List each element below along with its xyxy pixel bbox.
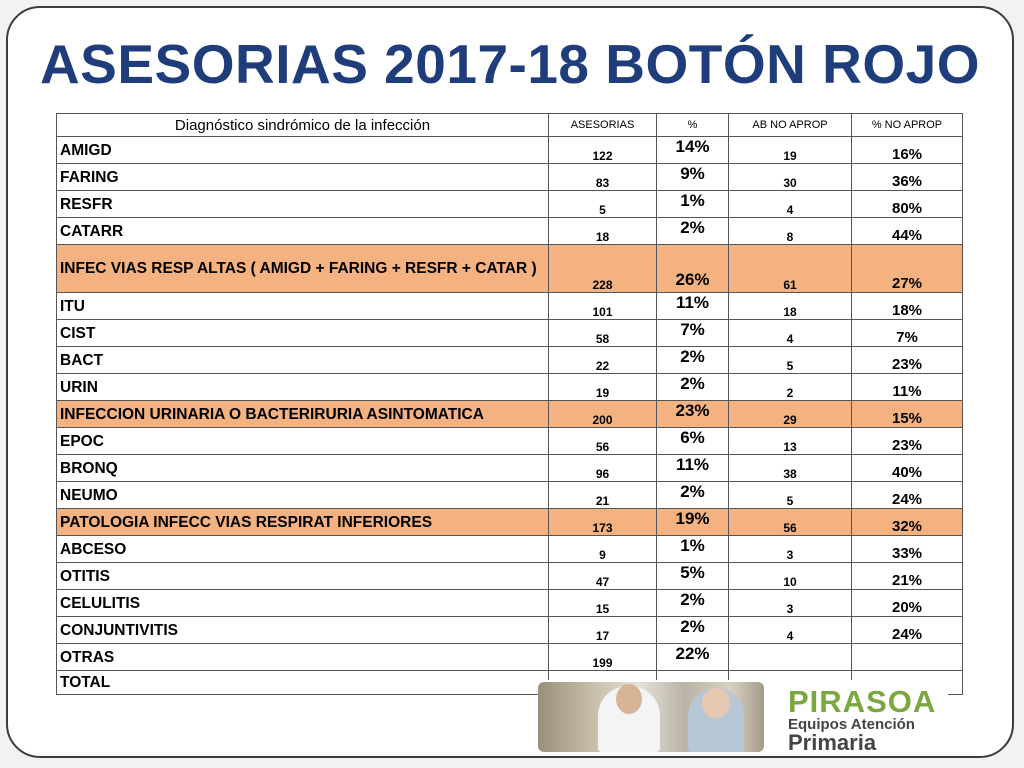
row-ab-no-aprop: 3: [729, 536, 852, 563]
row-name: CIST: [57, 320, 549, 347]
row-asesorias: 22: [549, 347, 657, 374]
header-ab-no-aprop: AB NO APROP: [729, 114, 852, 137]
header-pct-no-aprop: % NO APROP: [852, 114, 963, 137]
row-pct: 26%: [657, 245, 729, 293]
asesorias-table: [56, 113, 963, 695]
row-ab-no-aprop: 4: [729, 617, 852, 644]
logo-subtitle-line1: Equipos Atención: [788, 716, 915, 733]
row-name: URIN: [57, 374, 549, 401]
row-pct: 1%: [657, 191, 729, 218]
table-row-subtotal: [57, 509, 963, 536]
row-pct-no-aprop: 27%: [852, 245, 963, 293]
row-ab-no-aprop: 4: [729, 320, 852, 347]
table-row: [57, 191, 963, 218]
row-asesorias: 17: [549, 617, 657, 644]
row-asesorias: 83: [549, 164, 657, 191]
row-pct: 2%: [657, 482, 729, 509]
row-ab-no-aprop: [729, 644, 852, 671]
row-pct-no-aprop: 18%: [852, 293, 963, 320]
row-name: EPOC: [57, 428, 549, 455]
table-row: [57, 563, 963, 590]
table-row: [57, 482, 963, 509]
row-ab-no-aprop: 38: [729, 455, 852, 482]
row-ab-no-aprop: 29: [729, 401, 852, 428]
row-pct-no-aprop: 36%: [852, 164, 963, 191]
row-asesorias: 58: [549, 320, 657, 347]
header-asesorias: ASESORIAS: [549, 114, 657, 137]
row-pct-no-aprop: 33%: [852, 536, 963, 563]
row-pct: 5%: [657, 563, 729, 590]
row-ab-no-aprop: 3: [729, 590, 852, 617]
row-pct: 2%: [657, 374, 729, 401]
row-name: CATARR: [57, 218, 549, 245]
table-row: [57, 293, 963, 320]
row-pct: 2%: [657, 347, 729, 374]
row-asesorias: 5: [549, 191, 657, 218]
row-pct: 2%: [657, 617, 729, 644]
row-pct: 9%: [657, 164, 729, 191]
row-pct-no-aprop: 24%: [852, 617, 963, 644]
doctor-figure: [598, 686, 660, 752]
row-asesorias: 96: [549, 455, 657, 482]
table-row: [57, 320, 963, 347]
row-ab-no-aprop: 13: [729, 428, 852, 455]
row-asesorias: 228: [549, 245, 657, 293]
row-name: CONJUNTIVITIS: [57, 617, 549, 644]
row-pct: 19%: [657, 509, 729, 536]
row-name: ITU: [57, 293, 549, 320]
row-asesorias: 47: [549, 563, 657, 590]
row-asesorias: 9: [549, 536, 657, 563]
row-name: INFEC VIAS RESP ALTAS ( AMIGD + FARING + RESFR + CATAR ): [57, 245, 549, 293]
table-row: [57, 590, 963, 617]
row-pct-no-aprop: 40%: [852, 455, 963, 482]
row-pct-no-aprop: 32%: [852, 509, 963, 536]
slide: [6, 6, 1014, 758]
row-name: FARING: [57, 164, 549, 191]
row-pct: 11%: [657, 455, 729, 482]
row-pct: 11%: [657, 293, 729, 320]
row-ab-no-aprop: 30: [729, 164, 852, 191]
table-row: [57, 164, 963, 191]
row-pct: 1%: [657, 536, 729, 563]
row-ab-no-aprop: 10: [729, 563, 852, 590]
row-asesorias: 15: [549, 590, 657, 617]
table-row-subtotal: [57, 245, 963, 293]
logo-subtitle-line2: Primaria: [788, 730, 877, 755]
row-pct-no-aprop: 16%: [852, 137, 963, 164]
row-pct-no-aprop: 80%: [852, 191, 963, 218]
row-pct: 22%: [657, 644, 729, 671]
row-asesorias: 173: [549, 509, 657, 536]
table-row: [57, 644, 963, 671]
row-pct-no-aprop: 20%: [852, 590, 963, 617]
row-ab-no-aprop: 4: [729, 191, 852, 218]
table-row: [57, 374, 963, 401]
header-diagnostico: Diagnóstico sindrómico de la infección: [57, 114, 549, 137]
row-pct: 2%: [657, 218, 729, 245]
row-ab-no-aprop: 56: [729, 509, 852, 536]
row-pct: 23%: [657, 401, 729, 428]
row-ab-no-aprop: 18: [729, 293, 852, 320]
row-ab-no-aprop: 5: [729, 347, 852, 374]
row-pct-no-aprop: 23%: [852, 347, 963, 374]
patient-figure: [688, 688, 744, 752]
table-row: [57, 428, 963, 455]
row-pct: 7%: [657, 320, 729, 347]
row-pct-no-aprop: 24%: [852, 482, 963, 509]
row-asesorias: 101: [549, 293, 657, 320]
table-row-subtotal: [57, 401, 963, 428]
row-ab-no-aprop: 19: [729, 137, 852, 164]
row-pct-no-aprop: 21%: [852, 563, 963, 590]
row-name: NEUMO: [57, 482, 549, 509]
row-asesorias: 56: [549, 428, 657, 455]
row-name: OTITIS: [57, 563, 549, 590]
row-name: RESFR: [57, 191, 549, 218]
row-name: TOTAL: [57, 671, 549, 695]
row-name: OTRAS: [57, 644, 549, 671]
header-pct: %: [657, 114, 729, 137]
table-header-row: [57, 114, 963, 137]
row-ab-no-aprop: 8: [729, 218, 852, 245]
table-row: [57, 347, 963, 374]
row-name: CELULITIS: [57, 590, 549, 617]
row-pct-no-aprop: 15%: [852, 401, 963, 428]
row-name: AMIGD: [57, 137, 549, 164]
row-pct: 2%: [657, 590, 729, 617]
row-asesorias: 19: [549, 374, 657, 401]
row-asesorias: 18: [549, 218, 657, 245]
row-pct-no-aprop: [852, 644, 963, 671]
row-ab-no-aprop: 5: [729, 482, 852, 509]
table-row: [57, 137, 963, 164]
row-name: BACT: [57, 347, 549, 374]
row-asesorias: 21: [549, 482, 657, 509]
row-name: INFECCION URINARIA O BACTERIRURIA ASINTOMATICA: [57, 401, 549, 428]
row-ab-no-aprop: 2: [729, 374, 852, 401]
row-pct: 14%: [657, 137, 729, 164]
table-row: [57, 218, 963, 245]
row-name: PATOLOGIA INFECC VIAS RESPIRAT INFERIORES: [57, 509, 549, 536]
slide-title: ASESORIAS 2017-18 BOTÓN ROJO: [39, 33, 981, 95]
pirasoa-logo: PIRASOA: [788, 684, 937, 719]
row-pct-no-aprop: 11%: [852, 374, 963, 401]
table-row: [57, 617, 963, 644]
table-row: [57, 455, 963, 482]
table-row: [57, 536, 963, 563]
row-pct-no-aprop: 23%: [852, 428, 963, 455]
doctor-patient-photo: [538, 682, 764, 752]
row-asesorias: 200: [549, 401, 657, 428]
row-name: ABCESO: [57, 536, 549, 563]
row-ab-no-aprop: 61: [729, 245, 852, 293]
row-name: BRONQ: [57, 455, 549, 482]
row-pct-no-aprop: 44%: [852, 218, 963, 245]
row-asesorias: 199: [549, 644, 657, 671]
row-asesorias: 122: [549, 137, 657, 164]
row-pct-no-aprop: 7%: [852, 320, 963, 347]
row-pct: 6%: [657, 428, 729, 455]
pirasoa-banner: [538, 680, 948, 756]
